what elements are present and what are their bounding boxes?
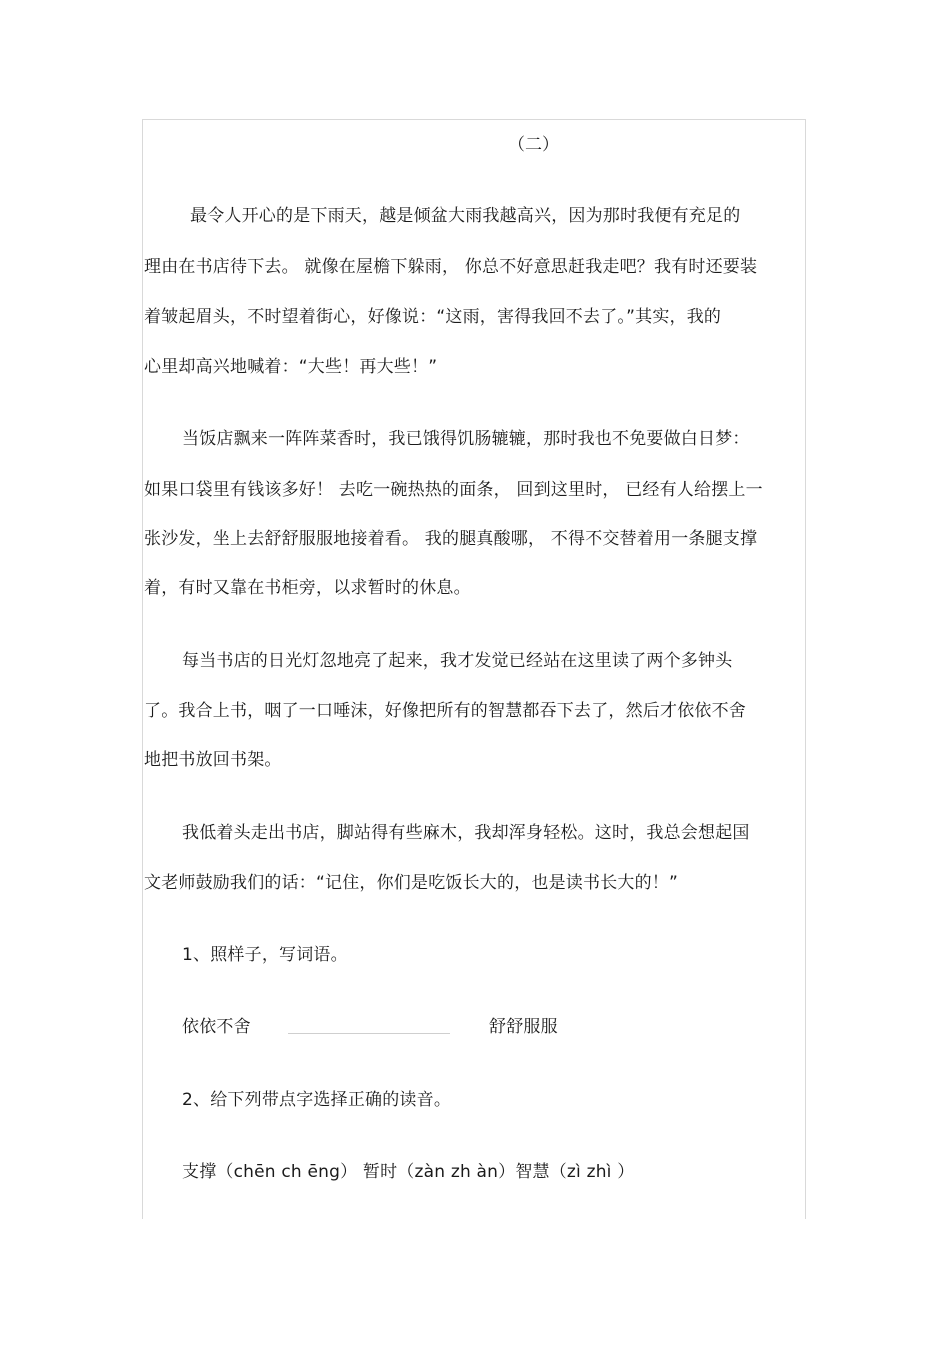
paragraph-2-line-1: 当饭店飘来一阵阵菜香时，我已饿得饥肠辘辘，那时我也不免要做白日梦： xyxy=(182,429,750,449)
question-2-prompt: 2、给下列带点字选择正确的读音。 xyxy=(182,1090,452,1110)
paragraph-2-line-3: 张沙发，坐上去舒舒服服地接着看。 我的腿真酸哪， 不得不交替着用一条腿支撑 xyxy=(144,529,758,549)
paragraph-3-line-2: 了。我合上书，咽了一口唾沫，好像把所有的智慧都吞下去了，然后才依依不舍 xyxy=(144,701,746,721)
question-1-prompt: 1、照样子，写词语。 xyxy=(182,945,348,965)
paragraph-4-line-1: 我低着头走出书店，脚站得有些麻木，我却浑身轻松。这时，我总会想起国 xyxy=(182,823,750,843)
question-1-example-right: 舒舒服服 xyxy=(489,1017,558,1037)
paragraph-1-line-1: 最令人开心的是下雨天，越是倾盆大雨我越高兴，因为那时我便有充足的 xyxy=(190,206,741,226)
paragraph-2-line-4: 着，有时又靠在书柜旁，以求暂时的休息。 xyxy=(144,578,471,598)
paragraph-1-line-4: 心里却高兴地喊着：“大些！再大些！” xyxy=(144,357,438,377)
question-2-options: 支撑（chēn ch ēng） 暂时（zàn zh àn）智慧（zì zhì ） xyxy=(182,1162,635,1182)
paragraph-3-line-3: 地把书放回书架。 xyxy=(144,750,282,770)
paragraph-2-line-2: 如果口袋里有钱该多好！ 去吃一碗热热的面条， 回到这里时， 已经有人给摆上一 xyxy=(144,480,763,500)
paragraph-1-line-3: 着皱起眉头，不时望着街心，好像说：“这雨，害得我回不去了。”其实，我的 xyxy=(144,307,722,327)
question-1-example-left: 依依不舍 xyxy=(182,1017,251,1037)
question-1-answer-blank[interactable] xyxy=(288,1033,450,1034)
paragraph-4-line-2: 文老师鼓励我们的话：“记住，你们是吃饭长大的，也是读书长大的！” xyxy=(144,873,679,893)
paragraph-1-line-2: 理由在书店待下去。 就像在屋檐下躲雨， 你总不好意思赶我走吧？我有时还要装 xyxy=(144,257,758,277)
paragraph-3-line-1: 每当书店的日光灯忽地亮了起来，我才发觉已经站在这里读了两个多钟头 xyxy=(182,651,733,671)
